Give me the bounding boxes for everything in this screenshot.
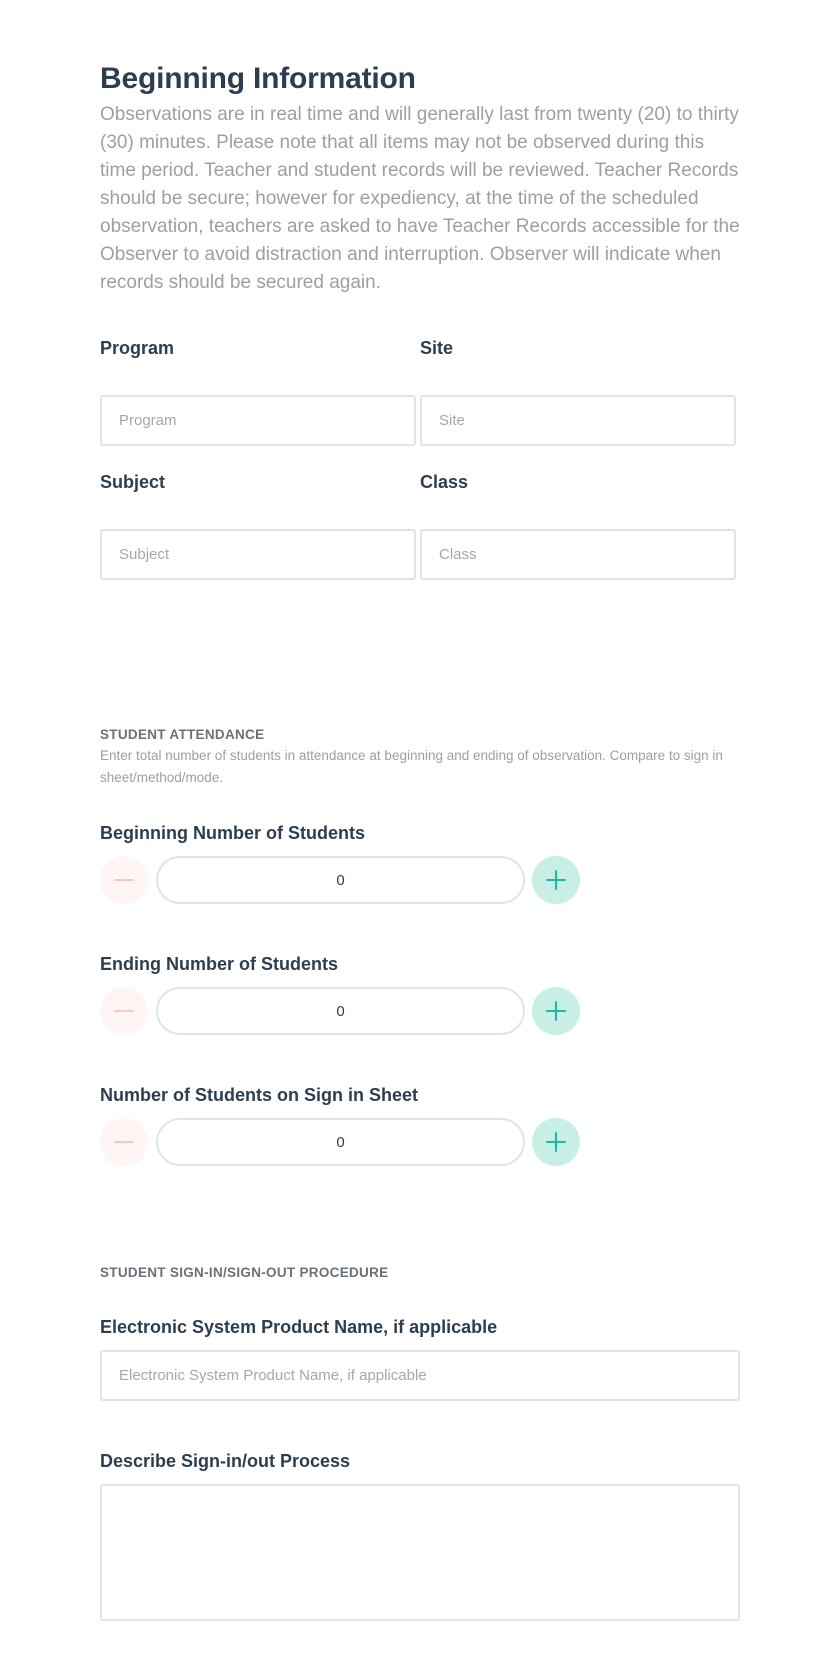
electronic-system-input[interactable]	[100, 1350, 740, 1401]
sign-in-sheet-students-label: Number of Students on Sign in Sheet	[100, 1085, 419, 1105]
ending-increment-button[interactable]	[532, 987, 580, 1035]
beginning-increment-button[interactable]	[532, 856, 580, 904]
class-label: Class	[420, 472, 469, 492]
minus-icon	[113, 869, 135, 891]
site-input[interactable]	[420, 395, 736, 446]
sign-in-sheet-students-value[interactable]: 0	[156, 1118, 525, 1166]
page-title: Beginning Information	[100, 62, 416, 95]
beginning-decrement-button[interactable]	[100, 856, 148, 904]
attendance-section-title: STUDENT ATTENDANCE	[100, 727, 265, 742]
plus-icon	[545, 1131, 567, 1153]
site-label: Site	[420, 338, 454, 358]
sign-procedure-section-title: STUDENT SIGN-IN/SIGN-OUT PROCEDURE	[100, 1265, 389, 1280]
ending-students-value[interactable]: 0	[156, 987, 525, 1035]
beginning-students-value[interactable]: 0	[156, 856, 525, 904]
minus-icon	[113, 1131, 135, 1153]
describe-process-textarea[interactable]	[100, 1484, 740, 1621]
class-input[interactable]	[420, 529, 736, 580]
minus-icon	[113, 1000, 135, 1022]
beginning-students-label: Beginning Number of Students	[100, 823, 365, 843]
subject-label: Subject	[100, 472, 166, 492]
sign-in-sheet-decrement-button[interactable]	[100, 1118, 148, 1166]
describe-process-label: Describe Sign-in/out Process	[100, 1451, 351, 1471]
intro-text: Observations are in real time and will generally last from twenty (20) to thirty (30) minutes. Please note that all items may not be observed during this time period. Teacher and student records will be reviewed. Teacher Records should be secure; however for expediency, at the time of the scheduled observation, teachers are asked to have Teacher Records accessible for the Observer to avoid distraction and interruption. Observer will indicate when records should be secured again.	[100, 104, 740, 293]
ending-decrement-button[interactable]	[100, 987, 148, 1035]
electronic-system-label: Electronic System Product Name, if applicable	[100, 1317, 498, 1337]
program-label: Program	[100, 338, 175, 358]
plus-icon	[545, 1000, 567, 1022]
attendance-section-desc: Enter total number of students in attendance at beginning and ending of observation. Compare to sign in sheet/method/mode.	[100, 748, 723, 785]
program-input[interactable]	[100, 395, 416, 446]
subject-input[interactable]	[100, 529, 416, 580]
plus-icon	[545, 869, 567, 891]
sign-in-sheet-increment-button[interactable]	[532, 1118, 580, 1166]
ending-students-label: Ending Number of Students	[100, 954, 338, 974]
